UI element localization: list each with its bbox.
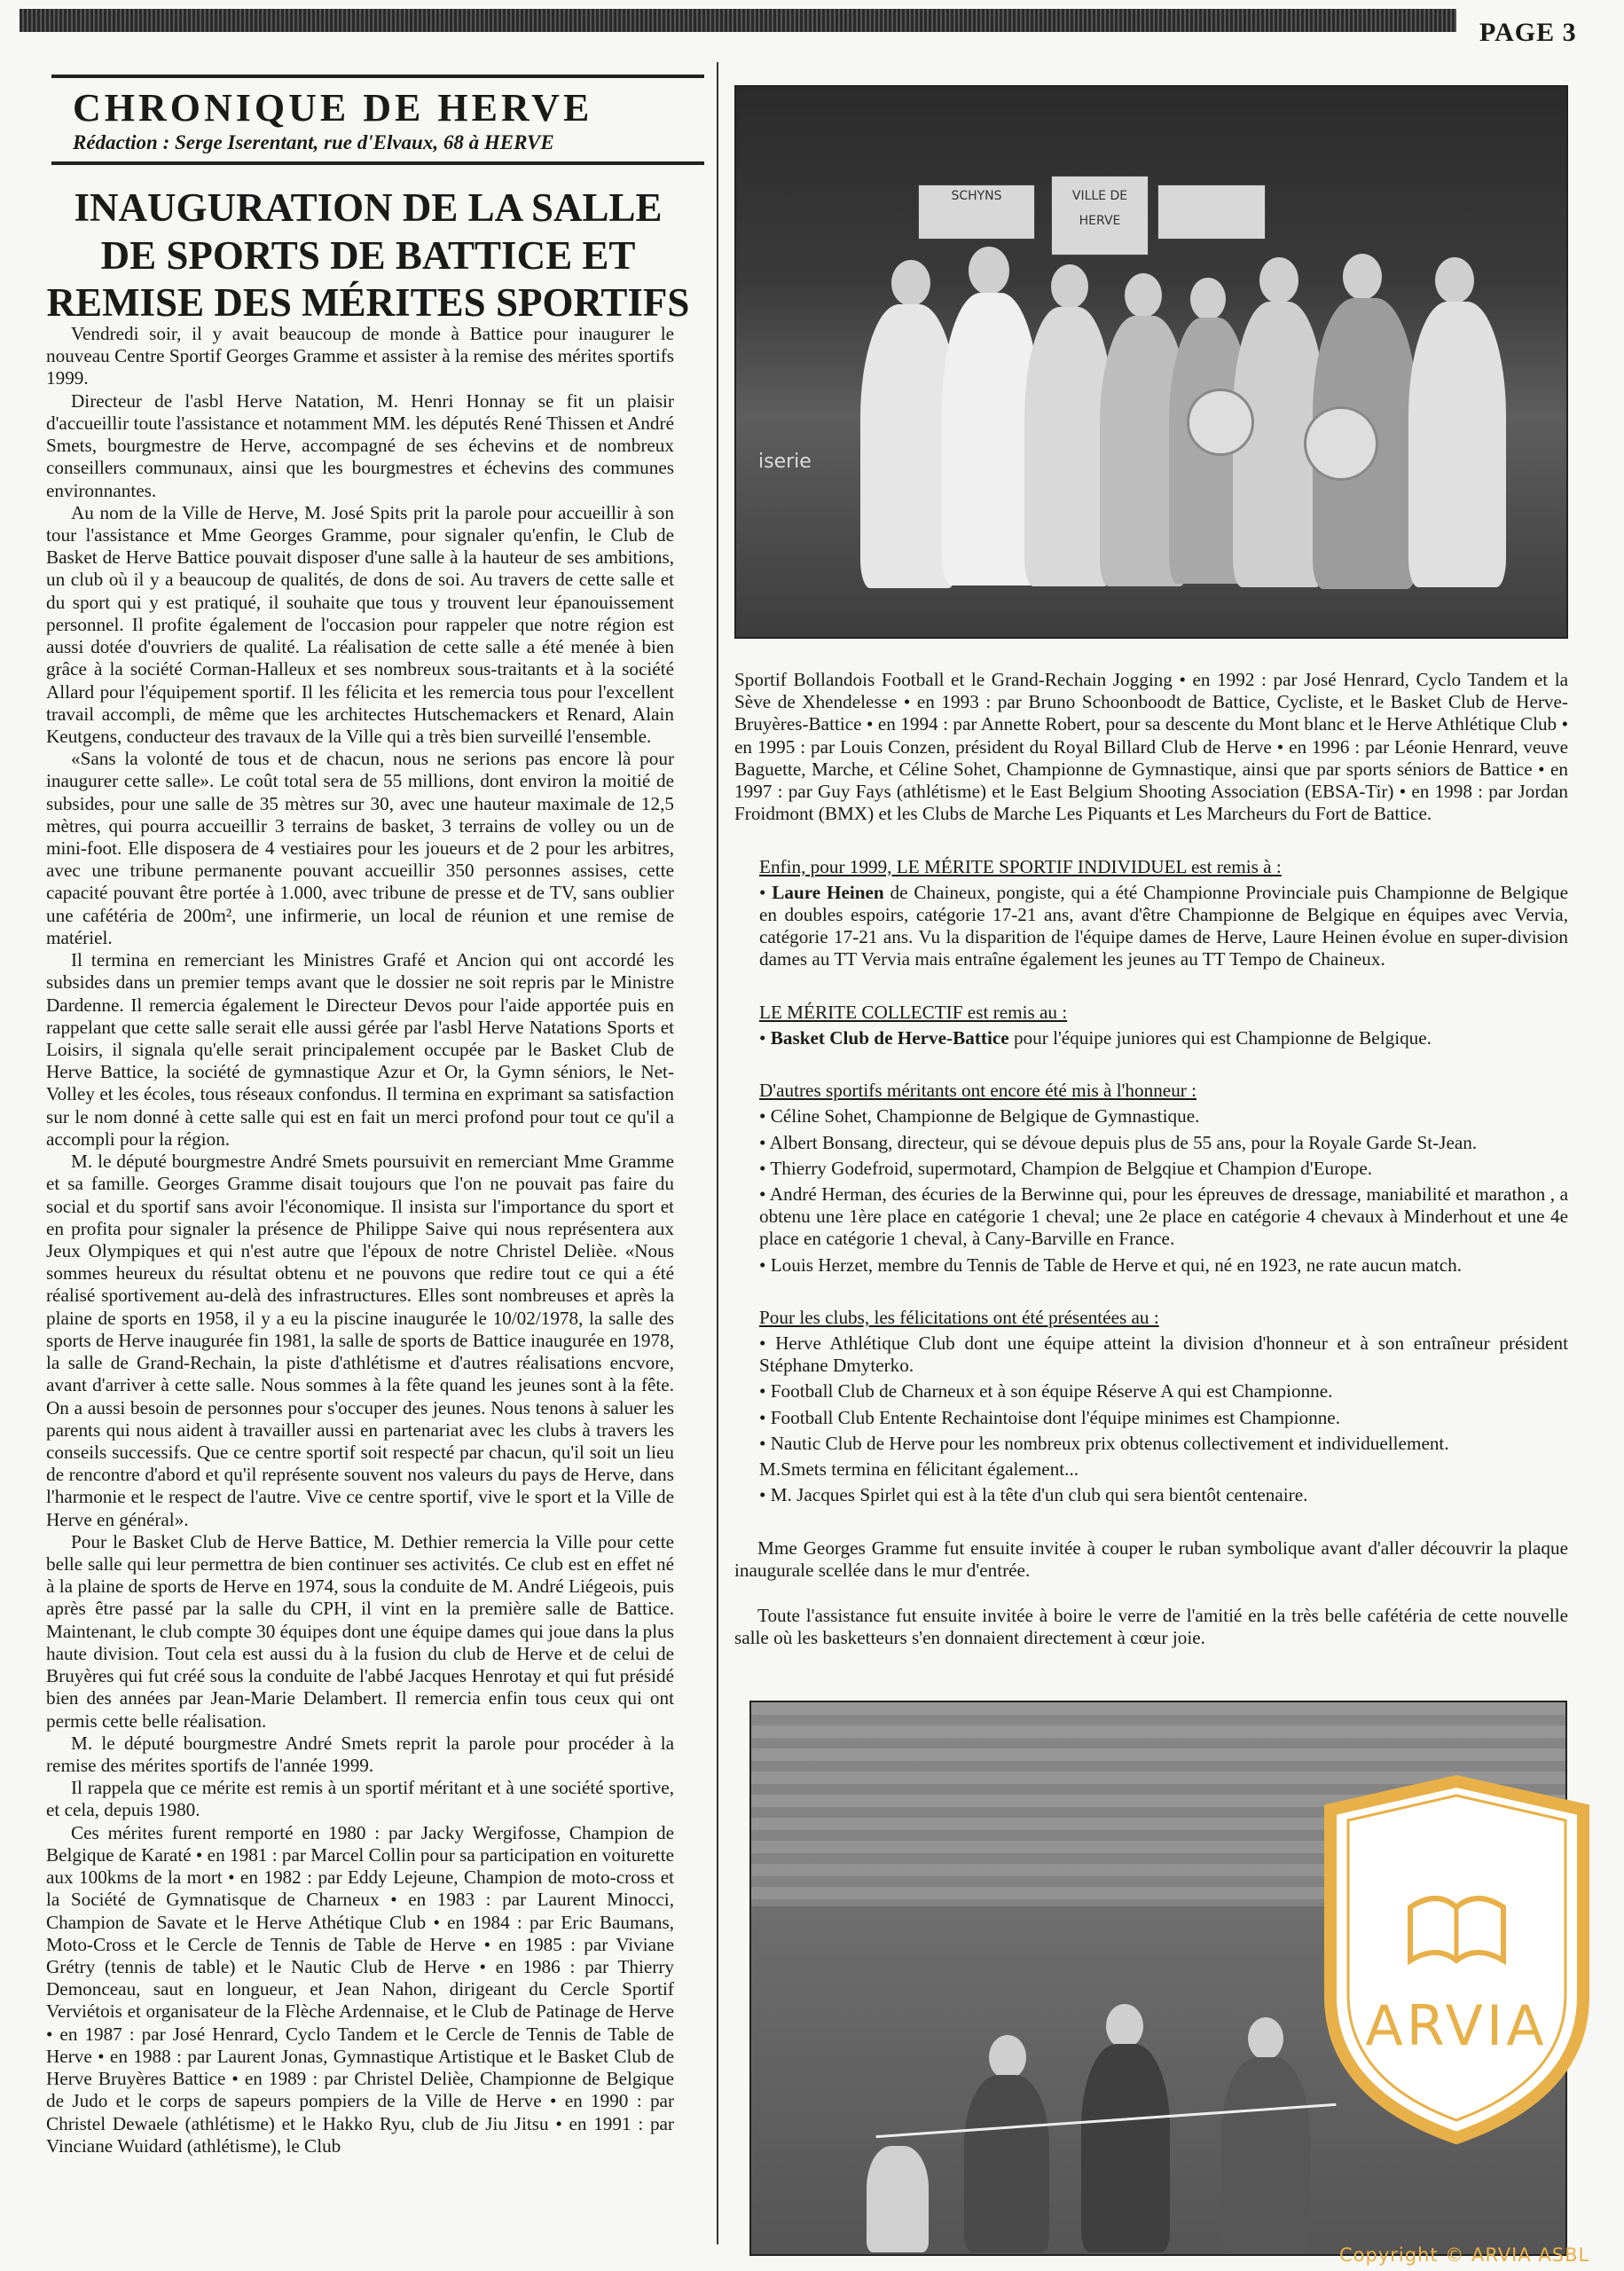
- photo-banner-text: iserie: [758, 451, 812, 473]
- person-head: [969, 247, 1009, 295]
- paragraph: «Sans la volonté de tous et de chacun, nous ne serions pas encore là pour inaugurer cette salle». Le coût total sera de 55 millions, dont environ la moitié de subsides, pour une salle de 35 mètres sur 30, avec une hauteur maximale de 12,5 mètres, qui pourra accueillir 3 terrains de basket, 3 terrains de volley ou un de mini-foot. Elle disposera de 4 vestiaires pour les joueurs et de 2 pour les arbitres, avec une tribune permanente pouvant accueillir 350 personnes assises, cette capacité pouvant être portée à 1.000, avec tribune de presse et de TV, sans oublier une cafétéria de 200m², une infirmerie, un local de réunion et une remise de matériel.: [46, 748, 674, 948]
- copyright-notice: Copyright © ARVIA ASBL: [1339, 2244, 1590, 2266]
- list-item: • Football Club Entente Rechaintoise dont l'équipe minimes est Championne.: [759, 1406, 1341, 1428]
- list-item: • M. Jacques Spirlet qui est à la tête d'un club qui sera bientôt centenaire.: [759, 1484, 1308, 1506]
- paragraph: Il termina en remerciant les Ministres Grafé et Ancion qui ont accordé les subsides dans un premier temps avant que le dossier ne soit repris par le Ministre Dardenne. Il remercia également le Directeur Devos pour l'aide apportée puis en rappelant que cette salle serait elle aussi gérée par l'asbl Herve Natations Sports et Loisirs, il signala qu'elle serait principalement occupée par le Basket Club de Herve Battice, la société de gymnastique Azur et Or, la Gymn séniors, le Net-Volley et les écoles, tous réseaux confondus. Il termina en exprimant sa satisfaction sur le nom donné à cette salle qui est en fait un merci profond pour tout ce qu'il a accompli pour la région.: [46, 949, 674, 1150]
- list-item: • Laure Heinen de Chaineux, pongiste, qui a été Championne Provinciale puis Championne de Belgique en doubles espoirs, catégorie 17-21 ans, avant d'être Championne de Belgique en équipes avec Vervia, catégorie 17-21 ans. Vu la disparition de l'équipe dames de Herve, Laure Heinen évolue en super-division dames au TT Vervia mais entraîne également les jeunes au TT Tempo de Chaineux.: [759, 881, 1568, 970]
- column-divider: [717, 62, 718, 2244]
- paragraph: Directeur de l'asbl Herve Natation, M. Henri Honnay se fit un plaisir d'accueillir toute l'assistance et notamment MM. les députés René Thissen et André Smets, bourgmestre de Herve, accompagné de ses échevins et de nombreux conseillers communaux, ainsi que les bourgmestres et échevins des communes environnantes.: [46, 389, 674, 501]
- headline-line-2: DE SPORTS DE BATTICE ET: [100, 232, 636, 278]
- list-item: • Nautic Club de Herve pour les nombreux prix obtenus collectivement et individuellement.: [759, 1432, 1449, 1454]
- paragraph: Mme Georges Gramme fut ensuite invitée à couper le ruban symbolique avant d'aller découvrir la plaque inaugurale scellée dans le mur d'entrée.: [734, 1536, 1568, 1581]
- person-head: [1248, 2017, 1283, 2060]
- photo-sign-extra: [1157, 185, 1266, 240]
- article-headline: [27, 185, 710, 327]
- masthead-subtitle: Rédaction : Serge Iserentant, rue d'Elvaux, 68 à HERVE: [73, 131, 554, 154]
- paragraph: Ces mérites furent remporté en 1980 : par Jacky Wergifosse, Champion de Belgique de Karaté • en 1981 : par Marcel Collin pour sa participation en voiturette aux 100kms de la mort • en 1982 : par Eddy Lejeune, Champion de moto-cross et la Société de Gymnatisque de Charneux • en 1983 : par Laurent Minocci, Champion de Savate et le Herve Athétique Club • en 1984 : par Eric Baumans, Moto-Cross et le Cercle de Tennis de Table de Herve • en 1985 : par Viviane Grétry (tennis de table) et le Nautic Club de Herve • en 1986 : par Thierry Demonceau, saut en longueur, et Jean Nahon, dirigeant du Cercle Sportif Verviétois et organisateur de la Flèche Ardennaise, et le Club de Patinage de Herve • en 1987 : par José Henrard, Cyclo Tandem et le Cercle de Tennis de Table de Herve • en 1988 : par Laurent Jonas, Gymnastique Artistique et le Basket Club de Herve Bruyères Battice • en 1989 : par Christel Delièe, Championne de Belgique de Judo et le corps de sapeurs pompiers de la Ville de Herve • en 1990 : par Christel Dewaele (athlétisme) et le Hakko Ryu, club de Jiu Jitsu • en 1991 : par Vinciane Wuidard (athlétisme), le Club: [46, 1821, 674, 2157]
- individual-merit-name: Laure Heinen: [772, 881, 884, 903]
- list-item: • Football Club de Charneux et à son équipe Réserve A qui est Championne.: [759, 1380, 1333, 1403]
- arvia-logo: [1313, 1774, 1601, 2147]
- clubs-heading: Pour les clubs, les félicitations ont été présentées au :: [759, 1306, 1159, 1328]
- paragraph: M. le député bourgmestre André Smets reprit la parole pour procéder à la remise des mérites sportifs de l'année 1999.: [46, 1732, 674, 1776]
- list-item: • Louis Herzet, membre du Tennis de Table de Herve et qui, né en 1923, ne rate aucun match.: [759, 1253, 1463, 1276]
- person-head: [1435, 257, 1474, 303]
- list-item: • Herve Athlétique Club dont une équipe atteint la division d'honneur et à son entraîneur président Stéphane Dmyterko.: [759, 1332, 1568, 1377]
- person-head: [1051, 264, 1088, 309]
- header-rule: [20, 9, 1456, 32]
- photo-sign-ville: VILLE DE HERVE: [1051, 176, 1149, 255]
- clubs-note: M.Smets termina en félicitant également...: [759, 1458, 1079, 1481]
- person-head: [891, 260, 930, 306]
- list-item: • Céline Sohet, Championne de Belgique de Gymnastique.: [759, 1105, 1200, 1128]
- other-merits-heading: D'autres sportifs méritants ont encore été mis à l'honneur :: [759, 1080, 1197, 1102]
- masthead-title: CHRONIQUE DE HERVE: [73, 86, 593, 130]
- headline-line-1: INAUGURATION DE LA SALLE: [74, 185, 663, 230]
- page-number: PAGE 3: [1479, 18, 1577, 47]
- person: [1408, 302, 1506, 587]
- person-head: [1125, 273, 1162, 318]
- logo-text: ARVIA: [1365, 1993, 1548, 2058]
- photo-award-winners: [734, 85, 1568, 639]
- person-head: [1343, 254, 1382, 300]
- list-item: • Basket Club de Herve-Battice pour l'équipe juniores qui est Championne de Belgique.: [759, 1026, 1432, 1049]
- list-item: • Albert Bonsang, directeur, qui se dévoue depuis plus de 55 ans, pour la Royale Garde St-Jean.: [759, 1131, 1478, 1153]
- person-head: [1106, 2004, 1143, 2048]
- photo-sign-schyns: SCHYNS: [918, 185, 1035, 240]
- collective-merit-heading: LE MÉRITE COLLECTIF est remis au :: [759, 1001, 1068, 1023]
- individual-merit-heading: Enfin, pour 1999, LE MÉRITE SPORTIF INDIVIDUEL est remis à :: [759, 855, 1282, 877]
- article-right-column: [734, 669, 1568, 1649]
- masthead: [51, 75, 704, 165]
- paragraph: Sportif Bollandois Football et le Grand-Rechain Jogging • en 1992 : par José Henrard, Cyclo Tandem et la Sève de Xhendelesse • en 1993 : par Bruno Schoonboodt de Battice, Cycliste, et le Basket Club de Herve-Bruyères-Battice • en 1994 : par Annette Robert, pour sa descente du Mont blanc et le Herve Athlétique Club • en 1995 : par Louis Conzen, président du Royal Billard Club de Herve • en 1996 : par Léonie Henrard, veuve Baguette, Marche, et Céline Sohet, Championne de Gymnastique, ainsi que par sports séniors de Battice • en 1997 : par Guy Fays (athlétisme) et le East Belgium Shooting Association (EBSA-Tir) • en 1998 : par Jordan Froidmont (BMX) et les Clubs de Marche Les Piquants et Les Marcheurs du Fort de Battice.: [734, 669, 1568, 825]
- paragraph: Au nom de la Ville de Herve, M. José Spits prit la parole pour accueillir à son tour l'assistance et Mme Georges Gramme, pour signaler qu'enfin, le Club de Basket de Herve Battice pouvait disposer d'une salle à la hauteur de ses ambitions, un club où il y a beaucoup de qualités, de dons de soi. Au travers de cette salle et du sport qui y est pratiqué, il souhaite que tous y trouvent leur épanouissement personnel. Il profite également de l'occasion pour rappeler que notre région est aussi dotée d'ouvriers de qualité. La réalisation de cette salle a été menée à bien grâce à la société Corman-Halleux et ses nombreux sous-traitants et à la société Allard pour l'équipement sportif. Il les félicita et les remercia tous pour l'excellent travail accompli, de même que les architectes Hutschemackers et Renard, Alain Keutgens, conducteur des travaux de la Ville qui a très bien surveillé l'ensemble.: [46, 501, 674, 747]
- person-head: [989, 2035, 1026, 2079]
- person-head: [1190, 278, 1226, 320]
- paragraph: Pour le Basket Club de Herve Battice, M. Dethier remercia la Ville pour cette belle salle qui leur permettra de bien continuer ses activités. Ce club est en effet né à la plaine de sports de Herve en 1974, sous la conduite de M. André Liégeois, puis après être passé par la salle du CPH, il vint en la première salle de Battice. Maintenant, le club compte 30 équipes dont une équipe dames qui joue dans la plus haute division. Tout cela est aussi du à la fusion du club de Herve et de celui de Bruyères qui fut créé sous la conduite de l'abbé Jacques Henrotay et qui fut présidé bien des années par Jean-Marie Delambert. Il remercia enfin tous ceux qui ont permis cette belle réalisation.: [46, 1530, 674, 1732]
- person: [1081, 2044, 1170, 2252]
- collective-merit-name: Basket Club de Herve-Battice: [770, 1026, 1009, 1049]
- paragraph: Toute l'assistance fut ensuite invitée à boire le verre de l'amitié en la très belle cafétéria de cette nouvelle salle où les basketteurs s'en donnaient directement à cœur joie.: [734, 1605, 1568, 1649]
- paragraph: M. le député bourgmestre André Smets poursuivit en remerciant Mme Gramme et sa famille. Georges Gramme disait toujours que l'on ne pouvait pas faire du social et du sportif sans avoir l'économique. Il insista sur l'importance du sport et en profita pour signaler la présence de Philippe Saive qui nous représentera aux Jeux Olympiques et qui n'est autre que l'époux de notre Christel Delièe. «Nous sommes heureux du résultat obtenu et ne pouvons que redire tout ce qui a été réalisé sportivement au-delà des infrastructures. Elles sont nombreuses et après la plaine de sports en 1958, il y a eu la piscine inaugurée le 10/02/1978, la salle des sports de Herve inaugurée fin 1981, la salle de sports de Battice inaugurée en 1978, la salle de Grand-Rechain, la piste d'athlétisme et d'autres réalisations encvore, avant d'arriver à cette salle. Nous sommes à la fête quand les jeunes sont à la fête. On a aussi besoin de personnes pour s'occuper des jeunes. Nous tenons à saluer les parents qui nous aident à travailler aussi en partenariat avec les clubs à travers les conseils successifs. Que ce centre sportif soit respecté par chacun, qu'il soit un lieu de rencontre d'abord et qu'il représente souvent nos valeurs du pays de Herve, dans l'harmonie et le respect de l'autre. Vive ce centre sportif, vive le sport et la Ville de Herve en général».: [46, 1151, 674, 1530]
- person: [1221, 2057, 1310, 2252]
- person: [964, 2075, 1049, 2252]
- paragraph: Il rappela que ce mérite est remis à un sportif méritant et à une société sportive, et cela, depuis 1980.: [46, 1777, 674, 1821]
- list-item: • Thierry Godefroid, supermotard, Champion de Belgqiue et Champion d'Europe.: [759, 1157, 1373, 1179]
- trophy-plate: [1187, 389, 1254, 456]
- list-item: • André Herman, des écuries de la Berwinne qui, pour les épreuves de dressage, maniabilité et marathon , a obtenu une 1ère place en catégorie 1 cheval; une 2e place en catégorie 4 chevaux à Minderhout et une 4e place en catégorie 1 cheval, à Cany-Barville en France.: [759, 1183, 1568, 1250]
- person-head: [1259, 257, 1298, 303]
- paragraph: Vendredi soir, il y avait beaucoup de monde à Battice pour inaugurer le nouveau Centre Sportif Georges Gramme et assister à la remise des mérites sportifs 1999.: [46, 323, 675, 389]
- headline-line-3: REMISE DES MÉRITES SPORTIFS: [46, 280, 690, 326]
- article-left-column: [46, 323, 674, 2157]
- child: [867, 2146, 929, 2252]
- trophy-plate: [1304, 406, 1378, 481]
